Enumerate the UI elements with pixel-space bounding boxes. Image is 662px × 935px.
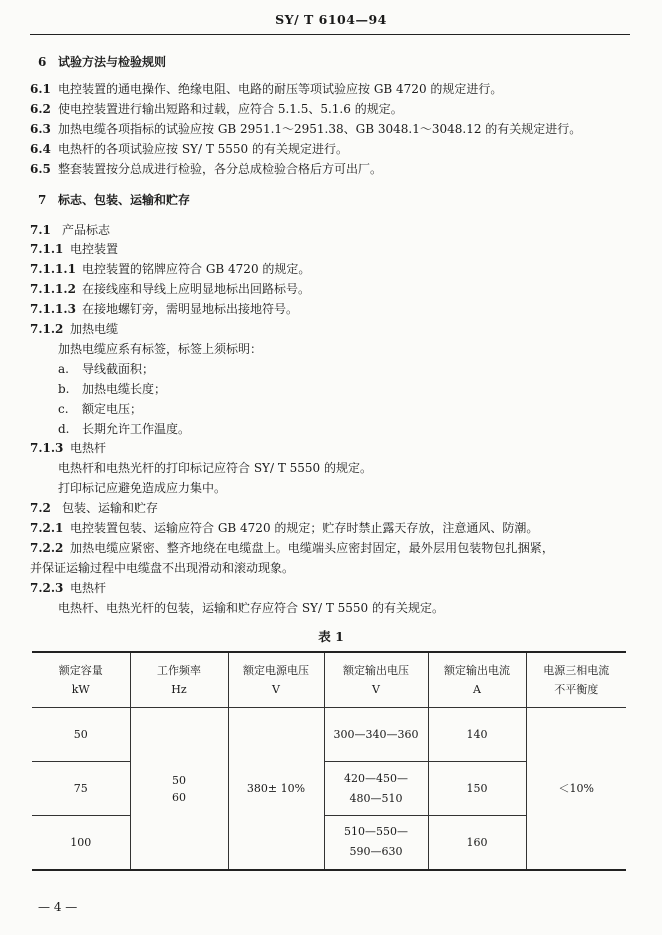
item-7-2-2-text: 加热电缆应紧密、整齐地绕在电缆盘上。电缆端头应密封固定，最外层用包装物包扎捆紧，	[70, 541, 555, 555]
list-mark-d: d.	[58, 422, 70, 436]
item-6-3-text: 加热电缆各项指标的试验应按 GB 2951.1～2951.38、GB 3048.1～3048.12 的有关规定进行。	[58, 122, 582, 136]
table-caption: 表 1	[318, 629, 344, 644]
item-7-1-1-1-text: 电控装置的铭牌应符合 GB 4720 的规定。	[82, 262, 311, 276]
item-6-3-num: 6.3	[30, 122, 51, 136]
item-7-1-2-text: 加热电缆	[70, 322, 119, 336]
cell-output-current: 160	[428, 816, 526, 870]
item-7-2-2-cont: 并保证运输过程中电缆盘不出现滑动和滚动现象。	[30, 561, 295, 575]
cell-output-current: 140	[428, 708, 526, 762]
sec7-heading: 标志、包装、运输和贮存	[58, 193, 191, 207]
item-7-2-2-num: 7.2.2	[30, 541, 64, 555]
cell-imbalance: ＜10%	[526, 708, 626, 870]
item-6-4-num: 6.4	[30, 142, 51, 156]
col-header-supply-voltage: 额定电源电压 V	[228, 652, 324, 708]
rod-marking-p1: 电热杆和电热光杆的打印标记应符合 SY/ T 5550 的规定。	[58, 461, 372, 475]
col-header-imbalance: 电源三相电流 不平衡度	[526, 652, 626, 708]
item-7-1-3-num: 7.1.3	[30, 441, 64, 455]
item-7-1-1-3-text: 在接地螺钉旁，需明显地标出接地符号。	[82, 302, 299, 316]
cable-label-intro: 加热电缆应系有标签，标签上须标明：	[58, 342, 263, 356]
item-6-2-num: 6.2	[30, 102, 51, 116]
cell-capacity: 50	[32, 708, 130, 762]
cell-output-current: 150	[428, 762, 526, 816]
table-row	[32, 708, 626, 735]
item-7-2-num: 7.2	[30, 501, 51, 515]
item-7-1-text: 产品标志	[62, 223, 111, 237]
item-7-2-3-num: 7.2.3	[30, 581, 64, 595]
item-7-1-num: 7.1	[30, 223, 51, 237]
item-6-1-text: 电控装置的通电操作、绝缘电阻、电路的耐压等项试验应按 GB 4720 的规定进行。	[58, 82, 503, 96]
cell-capacity: 100	[32, 816, 130, 870]
cell-frequency: 60	[130, 789, 228, 870]
item-7-1-1-text: 电控装置	[70, 242, 119, 256]
list-item-b: 加热电缆长度；	[82, 382, 167, 396]
item-7-1-2-num: 7.1.2	[30, 322, 64, 336]
item-6-4-text: 电热杆的各项试验应按 SY/ T 5550 的有关规定进行。	[58, 142, 348, 156]
cell-capacity: 75	[32, 762, 130, 816]
list-mark-a: a.	[58, 362, 69, 376]
col-header-capacity: 额定容量 kW	[32, 652, 130, 708]
page-header: SY/ T 6104—94	[275, 12, 387, 27]
sec6-heading-num: 6	[38, 55, 47, 69]
list-item-a: 导线截面积；	[82, 362, 155, 376]
cell-frequency: 50	[130, 708, 228, 789]
cell-output-voltage: 420—450— 480—510	[324, 762, 428, 816]
item-7-1-1-num: 7.1.1	[30, 242, 64, 256]
cell-output-voltage: 300—340—360	[324, 708, 428, 762]
item-7-1-1-2-text: 在接线座和导线上应明显地标出回路标号。	[82, 282, 311, 296]
item-7-1-3-text: 电热杆	[70, 441, 107, 455]
header-rule	[30, 34, 630, 35]
item-6-5-text: 整套装置按分总成进行检验，各分总成检验合格后方可出厂。	[58, 162, 383, 176]
rod-marking-p2: 打印标记应避免造成应力集中。	[58, 481, 227, 495]
col-header-frequency: 工作频率 Hz	[130, 652, 228, 708]
cell-output-voltage: 510—550— 590—630	[324, 816, 428, 870]
item-7-2-text: 包装、运输和贮存	[62, 501, 159, 515]
list-item-c: 额定电压；	[82, 402, 143, 416]
list-mark-c: c.	[58, 402, 69, 416]
item-7-1-1-3-num: 7.1.1.3	[30, 302, 76, 316]
sec7-heading-num: 7	[38, 193, 47, 207]
item-6-5-num: 6.5	[30, 162, 51, 176]
list-item-d: 长期允许工作温度。	[82, 422, 191, 436]
cell-supply-voltage: 380± 10%	[228, 708, 324, 870]
col-header-output-current: 额定输出电流 A	[428, 652, 526, 708]
item-7-2-3-text: 电热杆	[70, 581, 107, 595]
item-7-1-1-2-num: 7.1.1.2	[30, 282, 76, 296]
page-number: — 4 —	[38, 900, 78, 914]
item-7-2-1-num: 7.2.1	[30, 521, 64, 535]
col-header-output-voltage: 额定输出电压 V	[324, 652, 428, 708]
rod-packaging-text: 电热杆、电热光杆的包装，运输和贮存应符合 SY/ T 5550 的有关规定。	[58, 601, 444, 615]
list-mark-b: b.	[58, 382, 70, 396]
item-6-1-num: 6.1	[30, 82, 51, 96]
spec-table	[32, 651, 626, 871]
item-7-2-1-text: 电控装置包装、运输应符合 GB 4720 的规定；贮存时禁止露天存放，注意通风、防潮。	[70, 521, 539, 535]
item-7-1-1-1-num: 7.1.1.1	[30, 262, 76, 276]
item-6-2-text: 使电控装置进行输出短路和过载，应符合 5.1.5、5.1.6 的规定。	[58, 102, 403, 116]
sec6-heading: 试验方法与检验规则	[58, 55, 167, 69]
table-header-row	[32, 652, 626, 708]
